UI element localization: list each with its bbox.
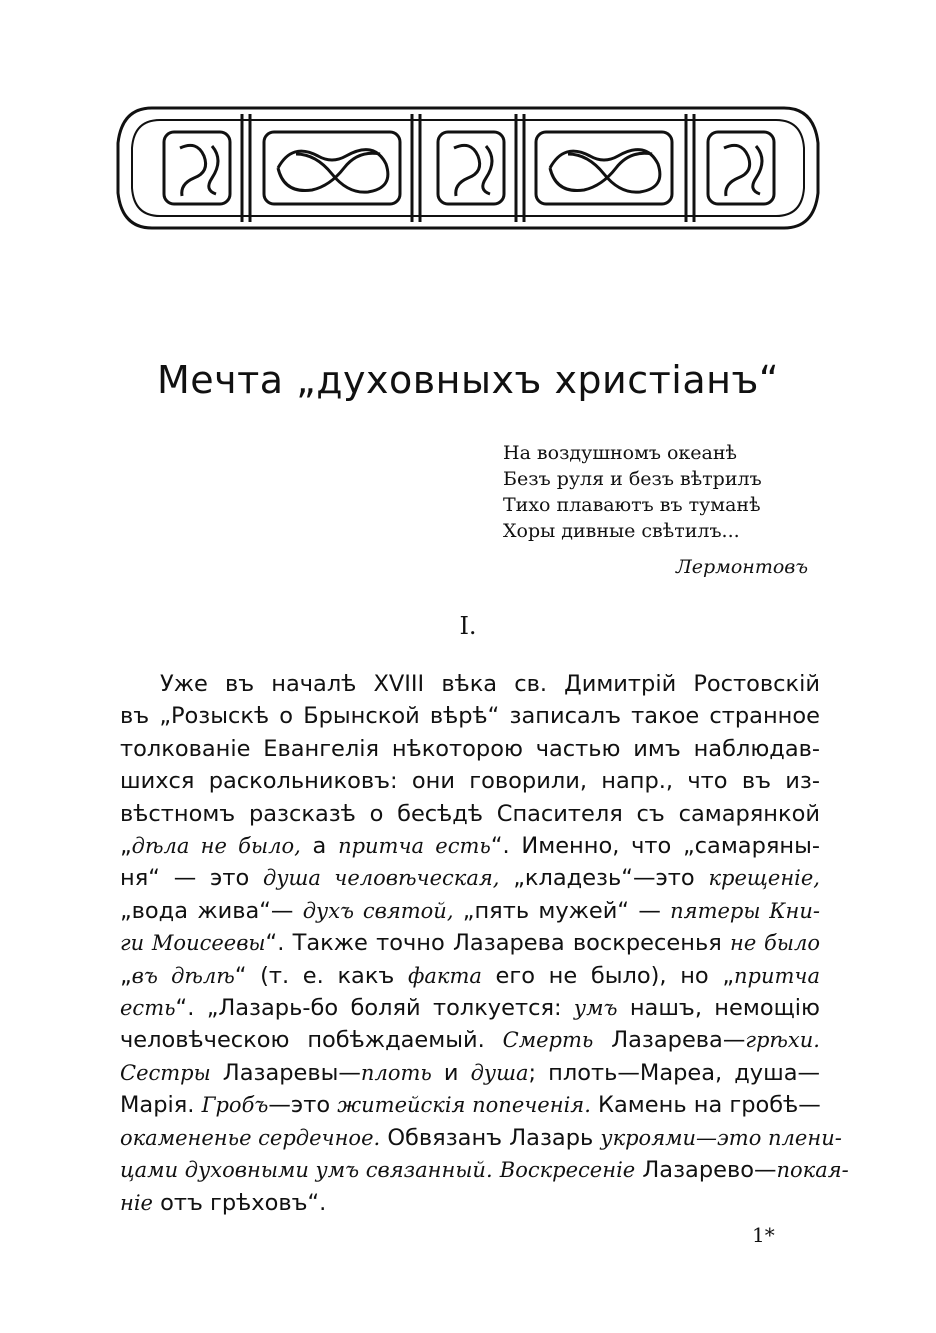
text-line — [120, 960, 820, 992]
text-line — [120, 765, 820, 797]
italic-run: умъ — [573, 996, 618, 1021]
text-line — [120, 895, 820, 927]
text-line — [120, 1122, 842, 1154]
text-line — [120, 700, 820, 732]
text-run: Обвязанъ Лазарь — [380, 1124, 601, 1151]
italic-run: душа — [470, 1060, 529, 1085]
italic-run: Гробъ — [201, 1093, 269, 1118]
text-run: шихся раскольниковъ: они говорили, напр., что въ из- — [120, 768, 820, 795]
text-run: Лазарева— — [593, 1027, 746, 1054]
text-line — [120, 798, 820, 830]
body-paragraph — [120, 668, 849, 1219]
italic-run: не было — [730, 931, 820, 956]
text-run: въ „Розыскѣ о Брынской вѣрѣ“ записалъ такое странное — [120, 703, 820, 730]
text-run: “. Также точно Лазарева воскресенья — [265, 930, 731, 957]
text-run: его не было), но „ — [481, 962, 734, 989]
italic-run: окамененье сердечное. — [120, 1125, 381, 1150]
italic-run: Сестры — [120, 1060, 211, 1085]
text-run: Камень на гробѣ— — [590, 1092, 821, 1119]
text-run: „вода жива“— — [120, 897, 303, 924]
text-run: и — [431, 1059, 471, 1086]
italic-run: ги Моисеевы — [120, 931, 266, 956]
italic-run: есть — [120, 996, 176, 1021]
epigraph-line: Хоры дивные свѣтилъ... — [503, 520, 740, 542]
signature-mark: 1* — [752, 1223, 775, 1247]
text-run: вѣстномъ разсказѣ о бесѣдѣ Спасителя съ самарянкой — [120, 800, 820, 827]
italic-run: плоть — [360, 1060, 432, 1085]
text-line — [120, 1154, 849, 1186]
epigraph-line: Тихо плаваютъ въ туманѣ — [503, 494, 761, 516]
text-run: „кладезь“—это — [499, 865, 709, 892]
text-run: „ — [120, 833, 132, 860]
italic-run: Смерть — [502, 1028, 594, 1053]
text-run — [493, 1157, 500, 1183]
text-line — [120, 1024, 820, 1056]
epigraph-line: На воздушномъ океанѣ — [503, 442, 737, 464]
decorative-header-ornament — [112, 98, 824, 238]
italic-run: пятеры Кни- — [670, 898, 820, 923]
text-run: “ (т. е. какъ — [234, 962, 408, 989]
italic-run: грѣхи. — [745, 1028, 820, 1053]
italic-run: покая- — [776, 1158, 849, 1183]
epigraph — [503, 440, 762, 544]
text-line — [120, 1057, 820, 1089]
chapter-title: Мечта „духовныхъ христіанъ“ — [156, 358, 780, 402]
text-run: отъ грѣховъ“. — [152, 1189, 327, 1216]
text-run: “. „Лазарь-бо боляй толкуется: — [175, 995, 574, 1022]
text-run: „пять мужей“ — — [453, 897, 671, 924]
italic-run: притча есть — [338, 834, 491, 859]
italic-run: дѣла не было, — [131, 834, 301, 859]
italic-run: укроями—это плени- — [600, 1125, 842, 1150]
text-run: а — [300, 833, 339, 860]
text-run: человѣческою побѣждаемый. — [120, 1027, 503, 1054]
text-line — [120, 862, 820, 894]
italic-run: ніе — [120, 1190, 153, 1215]
italic-run: житейскія попеченія. — [337, 1093, 591, 1118]
text-run: „ — [120, 962, 132, 989]
text-run: Марія. — [120, 1092, 202, 1119]
italic-run: Воскресеніе — [499, 1158, 636, 1183]
text-line — [120, 992, 820, 1024]
text-run: Лазаревы— — [210, 1059, 361, 1086]
section-number: I. — [459, 612, 477, 640]
italic-run: притча — [734, 963, 820, 988]
text-run: ня“ — это — [120, 865, 264, 892]
italic-run: цами духовными умъ связанный. — [120, 1158, 493, 1183]
text-line — [120, 927, 820, 959]
text-line — [120, 1187, 820, 1219]
italic-run: крещеніе, — [708, 866, 820, 891]
text-line — [120, 668, 820, 700]
italic-run: духъ святой, — [302, 898, 454, 923]
text-run: толкованіе Евангелія нѣкоторою частью имъ наблюдав- — [120, 735, 820, 762]
italic-run: въ дѣлѣ — [131, 963, 235, 988]
text-run: Лазарево— — [635, 1157, 777, 1184]
text-run: ; плоть—Мареа, душа— — [528, 1059, 821, 1086]
text-line — [120, 733, 820, 765]
text-run: Уже въ началѣ XVIII вѣка св. Димитрій Ростовскій — [160, 671, 820, 697]
epigraph-author: Лермонтовъ — [675, 556, 808, 578]
text-line — [120, 830, 820, 862]
text-run: —это — [268, 1092, 338, 1119]
text-run: “. Именно, что „самаряны- — [490, 833, 821, 860]
italic-run: факта — [407, 963, 482, 988]
epigraph-line: Безъ руля и безъ вѣтрилъ — [503, 468, 762, 490]
text-run: нашъ, немощію — [617, 995, 820, 1022]
text-line — [120, 1089, 820, 1121]
italic-run: душа человѣческая, — [263, 866, 500, 891]
